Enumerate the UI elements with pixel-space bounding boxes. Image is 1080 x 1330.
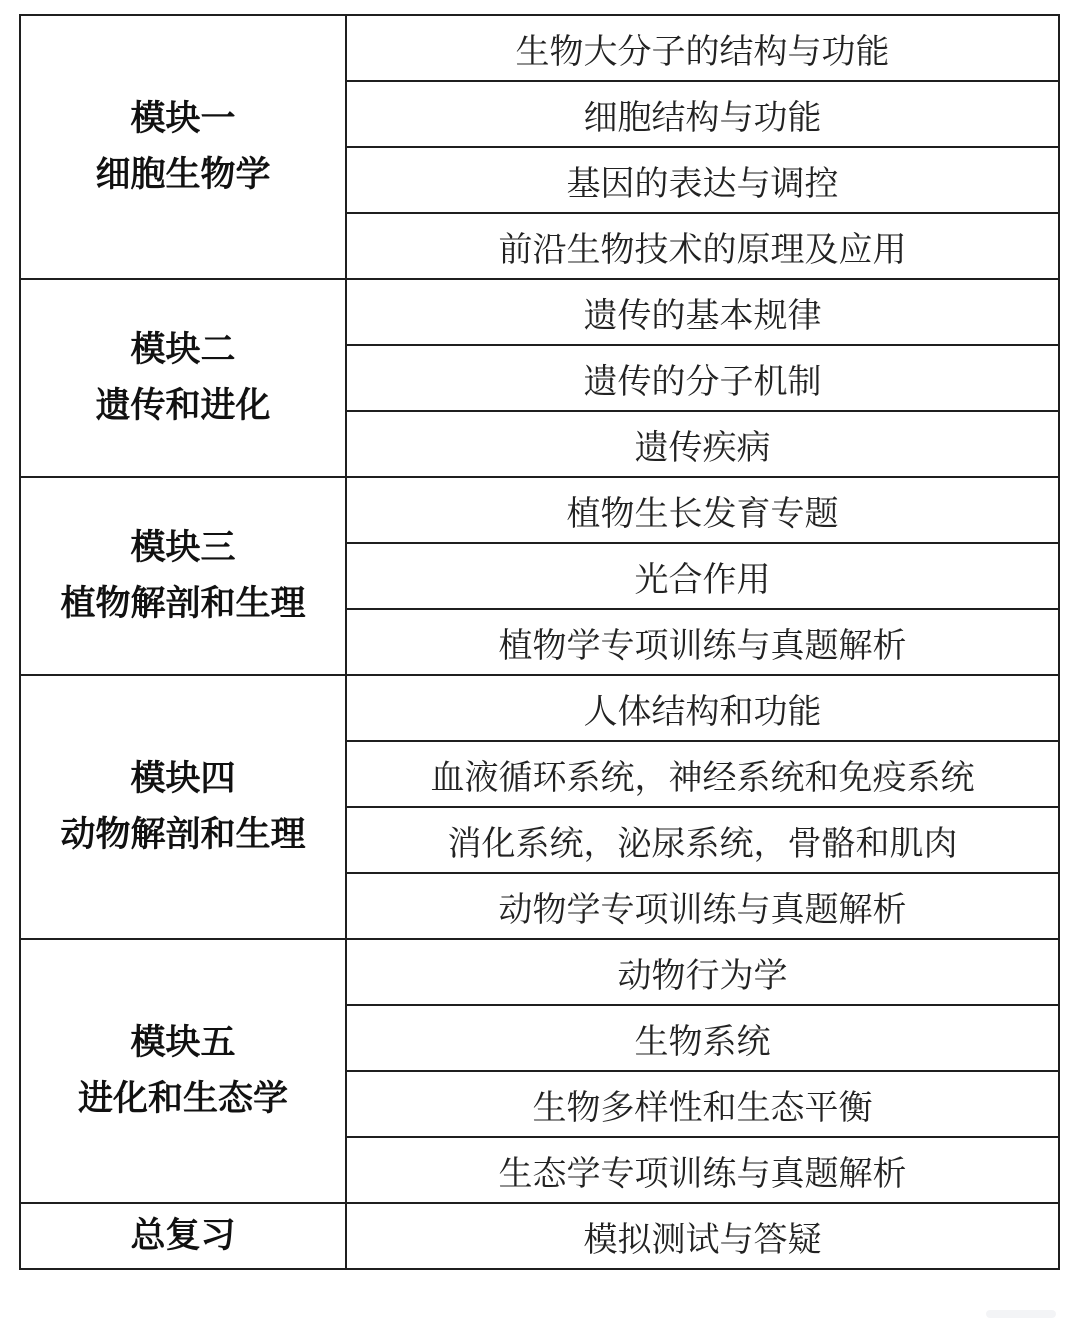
topic-cell: 遗传疾病	[346, 411, 1059, 477]
module-title: 模块四	[130, 759, 236, 799]
module-title: 总复习	[130, 1216, 236, 1256]
topic-cell: 消化系统，泌尿系统，骨骼和肌肉	[346, 807, 1059, 873]
topic-cell: 生态学专项训练与真题解析	[346, 1137, 1059, 1203]
topic-cell: 植物生长发育专题	[346, 477, 1059, 543]
topic-cell: 光合作用	[346, 543, 1059, 609]
table-row	[20, 675, 1059, 741]
topic-cell: 基因的表达与调控	[346, 147, 1059, 213]
module-title: 模块五	[130, 1023, 236, 1063]
module-title: 模块二	[130, 330, 236, 370]
topic-cell: 生物多样性和生态平衡	[346, 1071, 1059, 1137]
module-cell	[20, 477, 346, 675]
module-subtitle: 植物解剖和生理	[60, 584, 306, 624]
topic-cell: 遗传的基本规律	[346, 279, 1059, 345]
table-row	[20, 15, 1059, 81]
topic-cell: 生物大分子的结构与功能	[346, 15, 1059, 81]
module-cell	[20, 1203, 346, 1269]
topic-cell: 前沿生物技术的原理及应用	[346, 213, 1059, 279]
table-row	[20, 1203, 1059, 1269]
module-title: 模块三	[130, 528, 236, 568]
module-title: 模块一	[130, 99, 236, 139]
topic-cell: 植物学专项训练与真题解析	[346, 609, 1059, 675]
module-cell	[20, 939, 346, 1203]
table-row	[20, 279, 1059, 345]
watermark	[986, 1310, 1056, 1318]
module-subtitle: 细胞生物学	[95, 155, 271, 195]
topic-cell: 生物系统	[346, 1005, 1059, 1071]
module-cell	[20, 279, 346, 477]
topic-cell: 人体结构和功能	[346, 675, 1059, 741]
topic-cell: 动物学专项训练与真题解析	[346, 873, 1059, 939]
module-subtitle: 进化和生态学	[77, 1079, 288, 1119]
module-cell	[20, 15, 346, 279]
table-row	[20, 939, 1059, 1005]
topic-cell: 模拟测试与答疑	[346, 1203, 1059, 1269]
module-subtitle: 动物解剖和生理	[60, 815, 306, 855]
module-cell	[20, 675, 346, 939]
topic-cell: 遗传的分子机制	[346, 345, 1059, 411]
topic-cell: 细胞结构与功能	[346, 81, 1059, 147]
topic-cell: 血液循环系统，神经系统和免疫系统	[346, 741, 1059, 807]
topic-cell: 动物行为学	[346, 939, 1059, 1005]
curriculum-table	[19, 14, 1060, 1270]
table-row	[20, 477, 1059, 543]
module-subtitle: 遗传和进化	[95, 386, 271, 426]
